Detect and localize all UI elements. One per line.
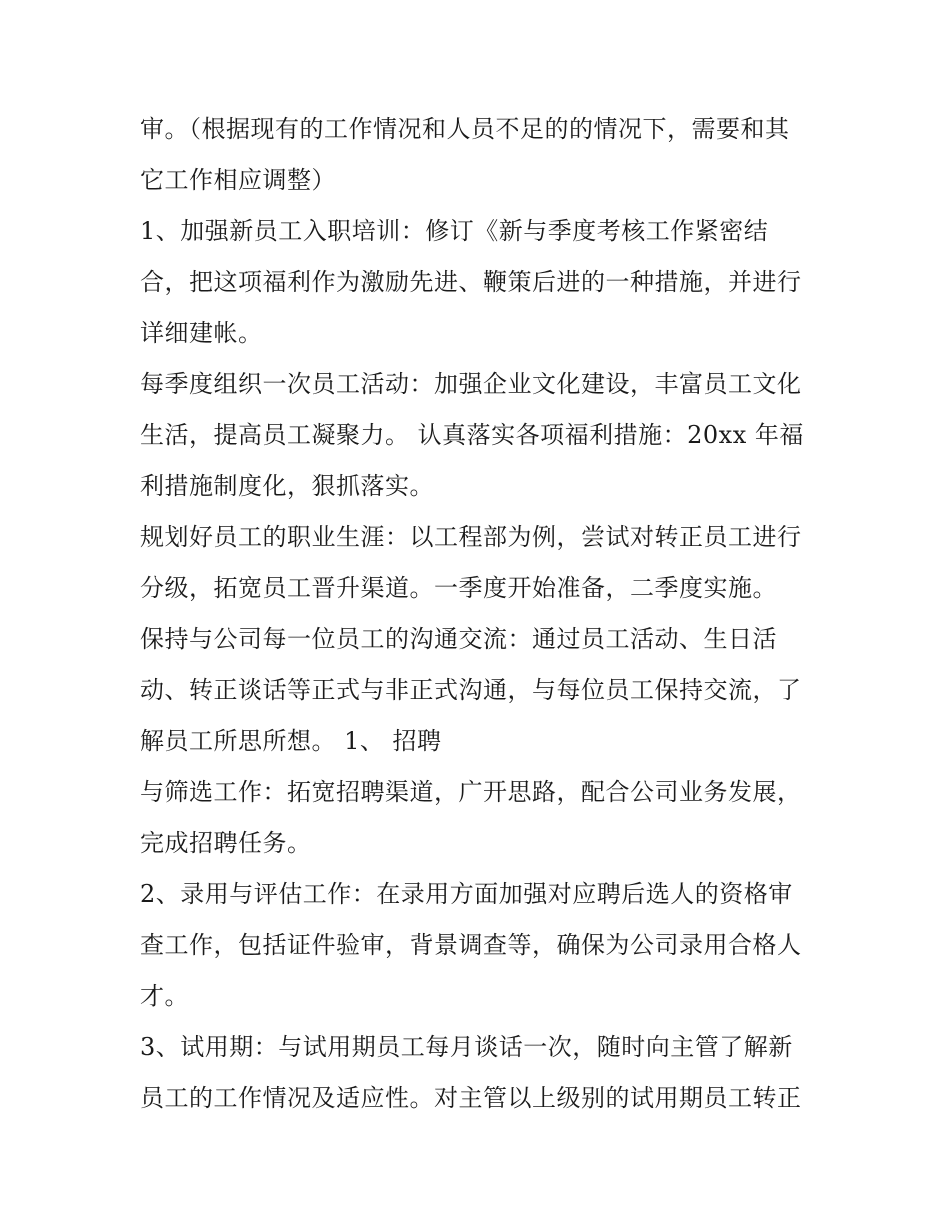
text-line: 规划好员工的职业生涯：以工程部为例，尝试对转正员工进行 [140,523,802,551]
text-line: 审。（根据现有的工作情况和人员不足的的情况下，需要和其 [140,115,790,143]
text-line: 3、试用期：与试用期员工每月谈话一次，随时向主管了解新 [140,1033,793,1061]
text-line: 解员工所思所想。 1、 招聘 [140,727,442,755]
text-line: 才。 [140,982,189,1010]
text-line: 生活，提高员工凝聚力。 认真落实各项福利措施：20xx 年福 [140,421,804,449]
text-line: 员工的工作情况及适应性。对主管以上级别的试用期员工转正 [140,1084,802,1112]
text-line: 动、转正谈话等正式与非正式沟通，与每位员工保持交流，了 [140,676,802,704]
text-line: 2、录用与评估工作：在录用方面加强对应聘后选人的资格审 [140,880,793,908]
text-line: 保持与公司每一位员工的沟通交流：通过员工活动、生日活 [140,625,777,653]
text-line: 它工作相应调整） [140,166,336,194]
text-line: 详细建帐。 [140,319,263,347]
text-line: 每季度组织一次员工活动：加强企业文化建设，丰富员工文化 [140,370,802,398]
text-line: 分级，拓宽员工晋升渠道。一季度开始准备，二季度实施。 [140,574,777,602]
text-line: 利措施制度化，狠抓落实。 [140,472,434,500]
body-text [140,104,820,1124]
text-line: 与筛选工作：拓宽招聘渠道，广开思路，配合公司业务发展， [140,778,802,806]
text-line: 合，把这项福利作为激励先进、鞭策后进的一种措施，并进行 [140,268,802,296]
text-line: 查工作，包括证件验审，背景调查等，确保为公司录用合格人 [140,931,802,959]
text-line: 1、加强新员工入职培训：修订《新与季度考核工作紧密结 [140,217,769,245]
text-line: 完成招聘任务。 [140,829,312,857]
